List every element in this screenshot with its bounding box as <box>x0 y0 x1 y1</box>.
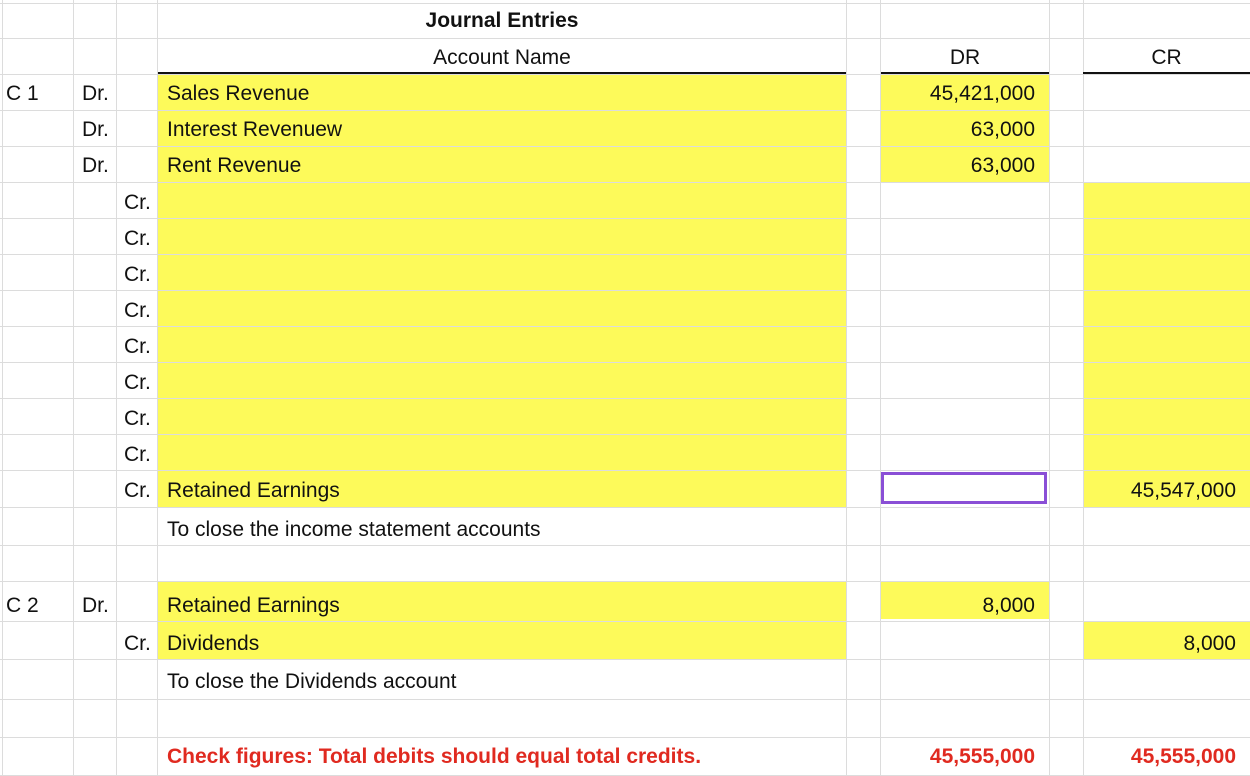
grid-row-line <box>0 146 1250 147</box>
dr-amount-cell[interactable]: 45,421,000 <box>929 82 1035 105</box>
grid-row-line <box>0 110 1250 111</box>
grid-row-line <box>0 621 1250 622</box>
account-cell[interactable]: Sales Revenue <box>167 82 310 105</box>
credit-marker: Cr. <box>124 407 151 430</box>
grid-row-line <box>0 290 1250 291</box>
header-underline <box>881 72 1049 74</box>
grid-row-line <box>0 545 1250 546</box>
credit-marker: Cr. <box>124 191 151 214</box>
highlight-account-c2 <box>158 581 846 659</box>
cr-amount-cell[interactable]: 8,000 <box>1183 632 1236 655</box>
memo-c2: To close the Dividends account <box>167 670 457 693</box>
debit-marker: Dr. <box>82 594 109 617</box>
credit-marker: Cr. <box>124 443 151 466</box>
account-cell[interactable]: Rent Revenue <box>167 154 302 177</box>
dr-column-header: DR <box>949 46 981 69</box>
grid-row-line <box>0 3 1250 4</box>
grid-row-line <box>0 326 1250 327</box>
debit-marker: Dr. <box>82 118 109 141</box>
credit-marker: Cr. <box>124 632 151 655</box>
grid-row-line <box>0 737 1250 738</box>
credit-marker: Cr. <box>124 227 151 250</box>
dr-amount-cell[interactable]: 8,000 <box>982 594 1035 617</box>
credit-marker: Cr. <box>124 371 151 394</box>
entry-label-c2: C 2 <box>6 594 39 617</box>
debit-marker: Dr. <box>82 154 109 177</box>
total-dr: 45,555,000 <box>929 745 1035 768</box>
dr-amount-cell[interactable]: 63,000 <box>970 118 1035 141</box>
selected-dr-cell[interactable] <box>881 472 1047 504</box>
total-cr: 45,555,000 <box>1130 745 1236 768</box>
account-name-header: Account Name <box>433 46 571 69</box>
grid-row-line <box>0 434 1250 435</box>
header-underline <box>158 72 846 74</box>
grid-row-line <box>0 470 1250 471</box>
grid-row-line <box>0 398 1250 399</box>
credit-marker: Cr. <box>124 335 151 358</box>
grid-row-line <box>0 38 1250 39</box>
header-underline <box>1083 72 1250 74</box>
grid-row-line <box>0 362 1250 363</box>
grid-row-line <box>0 581 1250 582</box>
debit-marker: Dr. <box>82 82 109 105</box>
cr-column-header: CR <box>1151 46 1182 69</box>
account-cell[interactable]: Retained Earnings <box>167 479 340 502</box>
highlight-cr-c1 <box>1083 182 1250 507</box>
account-cell[interactable]: Retained Earnings <box>167 594 340 617</box>
credit-marker: Cr. <box>124 479 151 502</box>
cr-amount-cell[interactable]: 45,547,000 <box>1130 479 1236 502</box>
grid-row-line <box>0 182 1250 183</box>
sheet-title: Journal Entries <box>425 9 579 32</box>
grid-row-line <box>0 659 1250 660</box>
grid-row-line <box>0 74 1250 75</box>
grid-row-line <box>0 507 1250 508</box>
credit-marker: Cr. <box>124 299 151 322</box>
grid-row-line <box>0 254 1250 255</box>
entry-label-c1: C 1 <box>6 82 39 105</box>
credit-marker: Cr. <box>124 263 151 286</box>
dr-amount-cell[interactable]: 63,000 <box>970 154 1035 177</box>
grid-row-line <box>0 699 1250 700</box>
account-cell[interactable]: Interest Revenuew <box>167 118 343 141</box>
account-cell[interactable]: Dividends <box>167 632 260 655</box>
check-figures-text: Check figures: Total debits should equal total credits. <box>167 745 702 768</box>
grid-row-line <box>0 218 1250 219</box>
memo-c1: To close the income statement accounts <box>167 518 541 541</box>
